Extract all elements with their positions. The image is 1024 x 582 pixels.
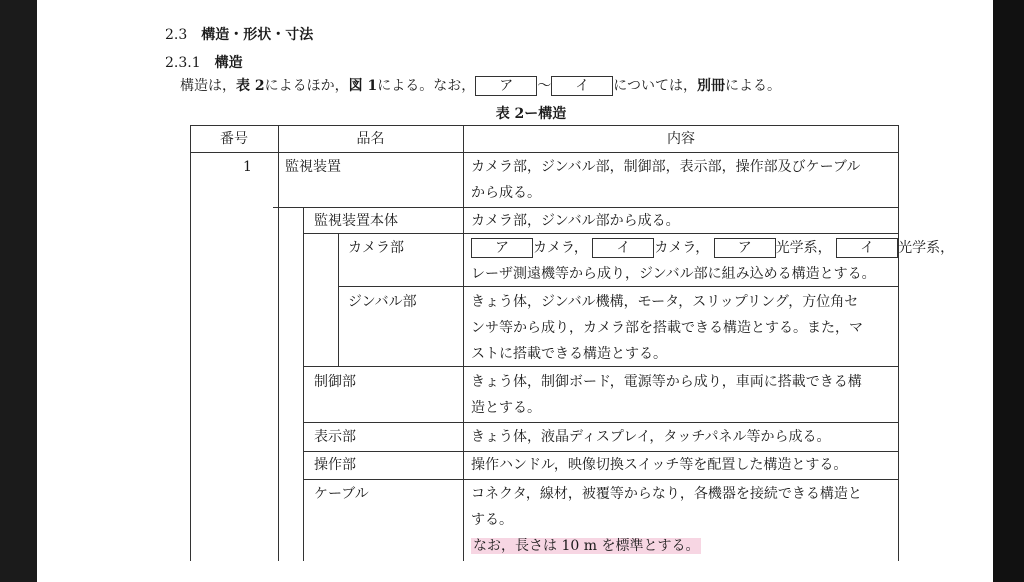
row-name-device-body: 監視装置本体 (314, 213, 398, 229)
table-border (303, 207, 304, 561)
para-text: による。 (724, 78, 781, 94)
row-content-highlighted (471, 533, 701, 559)
subsection-heading (165, 52, 243, 72)
row-name-display: 表示部 (314, 429, 356, 445)
section-title: 構造・形状・寸法 (201, 27, 314, 43)
intro-paragraph (180, 76, 781, 96)
row-name-gimbal: ジンバル部 (348, 294, 417, 310)
blank-box-i: イ (592, 238, 654, 258)
row-content: する。 (471, 512, 513, 528)
scrollbar[interactable] (993, 0, 1024, 582)
row-content: きょう体，液晶ディスプレイ，タッチパネル等から成る。 (471, 429, 831, 445)
table-caption (37, 103, 993, 123)
blank-box-i: イ (836, 238, 898, 258)
annex-reference: 別冊 (696, 78, 725, 94)
table-border (463, 125, 464, 561)
content-text: カメラ， (654, 240, 710, 256)
row-name-control: 制御部 (314, 374, 356, 390)
row-name-cable: ケーブル (314, 486, 369, 502)
table-border (303, 479, 899, 480)
para-text: 構造は， (180, 78, 236, 94)
structure-table (190, 125, 955, 561)
subsection-title: 構造 (214, 55, 243, 71)
header-name: 品名 (356, 131, 385, 147)
row-content: レーザ測遠機等から成り，ジンバル部に組み込める構造とする。 (471, 266, 876, 282)
row-content: カメラ部，ジンバル部，制御部，表示部，操作部及びケーブル (471, 159, 861, 175)
row-content: きょう体，ジンバル機構，モータ，スリップリング，方位角セ (471, 294, 859, 310)
subsection-number: 2.3.1 (165, 55, 201, 71)
header-content: 内容 (667, 131, 695, 147)
row-name-monitoring-device: 監視装置 (285, 159, 341, 175)
content-text: カメラ， (533, 240, 588, 256)
blank-box-a: ア (471, 238, 533, 258)
row-content: コネクタ，線材，被覆等からなり，各機器を接続できる構造と (471, 486, 862, 502)
table-caption-text: 表 2ー構造 (495, 106, 567, 122)
para-text: による。なお， (377, 78, 476, 94)
content-text: 光学系， (898, 240, 955, 256)
row-content: 造とする。 (471, 400, 541, 416)
row-content: 操作ハンドル，映像切換スイッチ等を配置した構造とする。 (471, 457, 848, 473)
content-text: 光学系， (775, 240, 832, 256)
blank-box-a: ア (475, 76, 537, 96)
table-border (338, 233, 339, 366)
section-number: 2.3 (165, 27, 188, 43)
row-name-operation: 操作部 (314, 457, 356, 473)
section-heading (165, 24, 313, 44)
para-text: については， (613, 78, 697, 94)
row-name-camera: カメラ部 (348, 240, 404, 256)
table-border (898, 125, 899, 561)
blank-box-i: イ (551, 76, 613, 96)
highlighted-text: なお，長さは 10 m を標準とする。 (473, 538, 700, 554)
row-content: ンサ等から成り，カメラ部を搭載できる構造とする。また，マ (471, 320, 863, 336)
row-content: ストに搭載できる構造とする。 (471, 346, 667, 362)
figure-reference: 図 1 (348, 78, 378, 94)
row-content: から成る。 (471, 185, 541, 201)
table-border (190, 152, 899, 153)
blank-box-a: ア (714, 238, 776, 258)
header-number: 番号 (220, 131, 248, 147)
para-text: によるほか， (264, 78, 349, 94)
tilde: ～ (537, 78, 552, 94)
table-border (278, 125, 279, 561)
row-content: カメラ部，ジンバル部から成る。 (471, 213, 680, 229)
document-page (37, 0, 993, 582)
camera-content-line (471, 235, 954, 261)
table-border (190, 125, 191, 561)
table-reference: 表 2 (236, 78, 265, 94)
row-number: 1 (243, 159, 252, 175)
table-border (303, 422, 899, 423)
row-content: きょう体，制御ボード，電源等から成り，車両に搭載できる構 (471, 374, 862, 390)
